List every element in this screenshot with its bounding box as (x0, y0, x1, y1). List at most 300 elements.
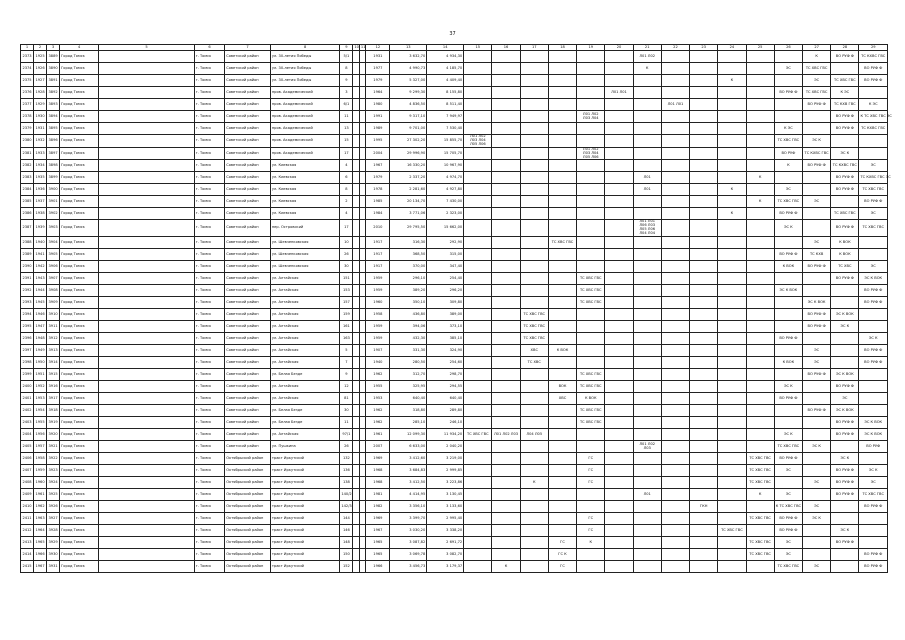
table-cell (548, 63, 576, 75)
table-cell: 1966 (366, 561, 390, 573)
table-cell: ВО РУФ Ф (831, 537, 859, 549)
table-cell: 12 099,30 (390, 429, 427, 441)
table-cell (633, 237, 661, 249)
table-cell: 2407 (21, 465, 34, 477)
table-cell: ТС ХВС ГВС (746, 549, 774, 561)
table-cell: пров. Академический (270, 147, 340, 160)
table-cell: ул. Шевченковская (270, 261, 340, 273)
table-cell: 8 511,40 (427, 99, 464, 111)
table-cell: 3916 (47, 381, 60, 393)
table-cell (99, 501, 195, 513)
table-cell (548, 196, 576, 208)
table-cell: Город Томск (60, 345, 99, 357)
table-cell (99, 345, 195, 357)
table-cell: г. Томск (194, 75, 224, 87)
table-cell: 3892 (47, 87, 60, 99)
table-cell: К ЭС (859, 99, 888, 111)
table-cell (577, 345, 605, 357)
table-cell (99, 208, 195, 220)
table-cell: 8 (340, 63, 353, 75)
table-cell: ВО РУФ (774, 147, 802, 160)
table-cell: 1931 (34, 123, 47, 135)
table-cell (464, 561, 492, 573)
table-cell: 296,10 (390, 273, 427, 285)
table-cell (661, 123, 689, 135)
table-cell (577, 321, 605, 333)
table-cell (661, 381, 689, 393)
table-cell (520, 87, 548, 99)
table-cell: 4 409,40 (427, 75, 464, 87)
table-cell: ТС ХВС ГВС (746, 537, 774, 549)
table-cell: 3918 (47, 405, 60, 417)
table-cell: 385,10 (427, 333, 464, 345)
table-cell: 292,90 (427, 237, 464, 249)
table-cell (492, 513, 520, 525)
table-cell: 1968 (366, 477, 390, 489)
table-cell: 2386 (21, 208, 34, 220)
table-cell (99, 75, 195, 87)
table-cell: Город Томск (60, 321, 99, 333)
table-cell (605, 111, 633, 123)
table-cell: 373,10 (427, 321, 464, 333)
table-cell (746, 63, 774, 75)
table-cell: 2 691,72 (427, 537, 464, 549)
table-cell (520, 405, 548, 417)
table-cell: 2384 (21, 184, 34, 196)
table-cell: 1917 (366, 249, 390, 261)
table-cell: Л04 Л05 (520, 429, 548, 441)
table-cell: 4 185,70 (427, 63, 464, 75)
table-cell: ул. Киевская (270, 184, 340, 196)
table-cell (746, 273, 774, 285)
table-cell (661, 273, 689, 285)
table-cell: 2 323,00 (427, 208, 464, 220)
table-cell: 3911 (47, 321, 60, 333)
page-number: 37 (449, 31, 456, 37)
table-cell: ТС ХВС ГВС (577, 381, 605, 393)
table-row (21, 561, 888, 573)
table-cell (661, 75, 689, 87)
table-cell: 2375 (21, 75, 34, 87)
table-cell (464, 99, 492, 111)
table-row (21, 429, 888, 441)
table-cell (464, 309, 492, 321)
table-cell (803, 393, 831, 405)
table-cell (464, 477, 492, 489)
table-cell: г. Томск (194, 99, 224, 111)
table-cell: 1944 (34, 285, 47, 297)
table-row (21, 501, 888, 513)
table-cell: 2393 (21, 297, 34, 309)
table-cell: К ЭС (774, 123, 802, 135)
table-cell (718, 333, 746, 345)
table-cell: Советский район (225, 297, 271, 309)
table-cell: ЭС К (774, 381, 802, 393)
table-cell (520, 63, 548, 75)
table-cell: ЭС К ВОК (859, 417, 888, 429)
table-cell: Город Томск (60, 135, 99, 148)
table-row (21, 172, 888, 184)
table-cell: ЭС (803, 196, 831, 208)
table-cell (492, 381, 520, 393)
table-cell (99, 147, 195, 160)
table-cell: 2391 (21, 273, 34, 285)
table-cell (690, 549, 718, 561)
table-cell (605, 429, 633, 441)
table-cell: К (718, 208, 746, 220)
table-cell (464, 321, 492, 333)
table-cell: 1977 (366, 63, 390, 75)
table-cell (746, 309, 774, 321)
table-cell: ТС ХВС ГВС (803, 87, 831, 99)
table-cell (803, 123, 831, 135)
table-cell: 2377 (21, 99, 34, 111)
table-cell: 246,10 (427, 417, 464, 429)
table-cell (492, 87, 520, 99)
table-cell: Советский район (225, 345, 271, 357)
table-cell: 296,20 (427, 285, 464, 297)
table-cell: г. Томск (194, 285, 224, 297)
table-cell (99, 160, 195, 172)
table-cell: г. Томск (194, 208, 224, 220)
table-cell: Советский район (225, 51, 271, 63)
table-cell (605, 489, 633, 501)
table-cell (520, 75, 548, 87)
table-cell (690, 87, 718, 99)
table-cell: Город Томск (60, 357, 99, 369)
table-cell (774, 237, 802, 249)
table-cell: 1959 (366, 321, 390, 333)
table-cell (548, 123, 576, 135)
table-cell: ТС ХВС ГВС (774, 561, 802, 573)
table-cell (746, 417, 774, 429)
table-cell (661, 309, 689, 321)
table-cell (99, 513, 195, 525)
table-cell (803, 111, 831, 123)
table-cell: 318,80 (390, 405, 427, 417)
table-cell: г. Томск (194, 261, 224, 273)
table-cell (464, 357, 492, 369)
table-cell (718, 111, 746, 123)
table-cell (661, 184, 689, 196)
table-cell (520, 417, 548, 429)
table-cell (520, 135, 548, 148)
table-cell: ВО РУФ Ф (831, 381, 859, 393)
table-cell (605, 417, 633, 429)
table-cell (464, 160, 492, 172)
header-col-number: 27 (803, 45, 831, 51)
table-cell: 144 (340, 513, 353, 525)
table-cell: ул. Алтайская (270, 273, 340, 285)
header-col-number: 7 (225, 45, 271, 51)
table-cell (99, 249, 195, 261)
table-cell (803, 184, 831, 196)
table-cell (577, 220, 605, 237)
table-cell: ЭС (803, 501, 831, 513)
table-cell (774, 297, 802, 309)
table-cell: ВО РУФ Ф (859, 196, 888, 208)
table-cell: 3894 (47, 111, 60, 123)
table-cell (746, 441, 774, 453)
table-cell (690, 537, 718, 549)
table-cell (99, 309, 195, 321)
table-row (21, 537, 888, 549)
table-cell (803, 453, 831, 465)
table-cell: Л01 Л01 (605, 87, 633, 99)
table-cell: 3 356,10 (390, 501, 427, 513)
table-cell: ЭС К (774, 220, 802, 237)
table-cell: 2 995,40 (427, 513, 464, 525)
table-cell (774, 111, 802, 123)
table-cell: Л01 Л01 (661, 99, 689, 111)
table-cell (718, 87, 746, 99)
table-cell (99, 453, 195, 465)
table-cell (718, 99, 746, 111)
table-cell: 1948 (34, 333, 47, 345)
table-cell (633, 196, 661, 208)
table-cell (633, 537, 661, 549)
table-cell: 312,70 (390, 369, 427, 381)
table-cell: Город Томск (60, 172, 99, 184)
table-cell: 29 795,50 (390, 220, 427, 237)
table-cell (718, 220, 746, 237)
table-cell: 1930 (34, 111, 47, 123)
table-cell: 315,00 (427, 249, 464, 261)
table-cell (746, 261, 774, 273)
table-cell: ЭС К (831, 147, 859, 160)
table-cell (661, 285, 689, 297)
table-cell: 2381 (21, 147, 34, 160)
table-cell: г. Томск (194, 561, 224, 573)
table-cell (859, 405, 888, 417)
table-cell: ЭС (774, 63, 802, 75)
table-cell (492, 261, 520, 273)
table-cell: ул. 30-летия Победы (270, 51, 340, 63)
table-cell (548, 99, 576, 111)
table-cell: 3913 (47, 345, 60, 357)
table-cell: Город Томск (60, 208, 99, 220)
table-cell (633, 208, 661, 220)
table-cell: К ВОК (831, 237, 859, 249)
table-cell: 3927 (47, 513, 60, 525)
table-cell: ЭС К (774, 429, 802, 441)
table-cell: Город Томск (60, 147, 99, 160)
table-cell: 3930 (47, 549, 60, 561)
table-cell: 3899 (47, 172, 60, 184)
table-cell: ТС ХВС ГВС (831, 208, 859, 220)
table-cell (633, 285, 661, 297)
table-cell: 2397 (21, 345, 34, 357)
header-col-number: 22 (661, 45, 689, 51)
table-cell: 13 (340, 123, 353, 135)
table-cell (633, 345, 661, 357)
table-cell: 17 (340, 147, 353, 160)
table-cell (548, 111, 576, 123)
table-cell: 10 (340, 237, 353, 249)
table-cell: 1953 (366, 393, 390, 405)
table-cell: ул. Алтайская (270, 393, 340, 405)
table-cell: ВО РУФ Ф (774, 87, 802, 99)
table-cell (99, 381, 195, 393)
table-cell: ЭС (859, 160, 888, 172)
table-cell (548, 135, 576, 148)
table-cell (746, 160, 774, 172)
table-cell (661, 172, 689, 184)
table-cell (464, 87, 492, 99)
table-cell (464, 441, 492, 453)
table-cell: Город Томск (60, 393, 99, 405)
table-cell: 3 223,86 (427, 477, 464, 489)
table-cell: 6/1 (340, 99, 353, 111)
table-cell: ТС ХВС ГВС (520, 321, 548, 333)
table-cell: пров. Академический (270, 99, 340, 111)
table-cell (548, 369, 576, 381)
table-cell (548, 501, 576, 513)
table-cell (492, 172, 520, 184)
table-cell: 5 (340, 345, 353, 357)
table-cell: 15 705,70 (427, 147, 464, 160)
table-cell: Советский район (225, 321, 271, 333)
table-cell (520, 537, 548, 549)
table-cell (577, 208, 605, 220)
table-cell (99, 465, 195, 477)
table-cell: Советский район (225, 135, 271, 148)
table-cell (548, 333, 576, 345)
table-row (21, 381, 888, 393)
table-cell (718, 381, 746, 393)
table-cell: ВО РУФ Ф (859, 297, 888, 309)
table-cell (464, 220, 492, 237)
table-cell (718, 393, 746, 405)
table-cell: 2395 (21, 321, 34, 333)
table-cell: 2 040,20 (427, 441, 464, 453)
table-cell: 1961 (34, 489, 47, 501)
table-cell: ЭС К ВОК (831, 369, 859, 381)
table-cell: 1956 (34, 429, 47, 441)
table-cell (99, 525, 195, 537)
table-cell (492, 345, 520, 357)
table-cell (577, 63, 605, 75)
table-cell: 325,95 (390, 381, 427, 393)
table-cell: Советский район (225, 237, 271, 249)
table-cell: ЭС (859, 261, 888, 273)
table-cell (633, 465, 661, 477)
table-cell: 161 (340, 321, 353, 333)
table-cell (690, 51, 718, 63)
table-cell: 3 179,37 (427, 561, 464, 573)
table-cell (492, 417, 520, 429)
table-cell: ВО РУФ Ф (774, 453, 802, 465)
table-cell: ЭС (803, 357, 831, 369)
table-cell: 3904 (47, 237, 60, 249)
table-cell (661, 537, 689, 549)
table-cell: ул. Алтайская (270, 333, 340, 345)
table-cell: Октябрьский район (225, 501, 271, 513)
table-cell: г. Томск (194, 345, 224, 357)
table-cell: 3917 (47, 393, 60, 405)
table-cell: 1946 (34, 309, 47, 321)
table-cell: 3923 (47, 465, 60, 477)
table-cell: 1967 (34, 561, 47, 573)
table-cell: 1943 (34, 273, 47, 285)
table-cell (464, 405, 492, 417)
table-cell: г. Томск (194, 273, 224, 285)
table-cell (464, 261, 492, 273)
table-cell (746, 429, 774, 441)
table-cell (774, 477, 802, 489)
table-cell (661, 87, 689, 99)
table-cell: 5/1 (340, 51, 353, 63)
table-cell (718, 297, 746, 309)
table-cell: ВО РУФ Ф (803, 160, 831, 172)
table-cell: 1969 (366, 513, 390, 525)
table-row (21, 196, 888, 208)
table-cell: Октябрьский район (225, 489, 271, 501)
table-cell (774, 309, 802, 321)
table-cell (577, 75, 605, 87)
table-cell: ВО РУФ Ф (774, 333, 802, 345)
table-cell (99, 172, 195, 184)
table-cell (661, 297, 689, 309)
table-cell: Советский район (225, 123, 271, 135)
table-cell: 148 (340, 537, 353, 549)
table-row (21, 208, 888, 220)
table-cell (99, 196, 195, 208)
table-cell: ТС ХВС ГВС (577, 417, 605, 429)
table-cell (548, 489, 576, 501)
table-cell (633, 160, 661, 172)
table-cell (661, 135, 689, 148)
table-cell: 153 (340, 285, 353, 297)
table-cell (690, 135, 718, 148)
table-cell (464, 184, 492, 196)
table-cell (99, 417, 195, 429)
table-cell (718, 63, 746, 75)
table-cell: 2389 (21, 249, 34, 261)
table-cell (464, 75, 492, 87)
table-cell: 15 662,00 (427, 220, 464, 237)
table-cell: г. Томск (194, 441, 224, 453)
table-cell (464, 345, 492, 357)
table-cell: 1955 (34, 417, 47, 429)
table-cell (718, 147, 746, 160)
table-cell: К (746, 172, 774, 184)
table-row (21, 111, 888, 123)
table-cell: ВО РУФ Ф (831, 123, 859, 135)
table-cell (661, 111, 689, 123)
table-cell (577, 51, 605, 63)
table-cell (99, 297, 195, 309)
table-cell (859, 135, 888, 148)
table-cell (99, 561, 195, 573)
table-cell (520, 51, 548, 63)
table-cell (99, 285, 195, 297)
table-cell: 1957 (34, 441, 47, 453)
table-cell (99, 393, 195, 405)
table-cell (605, 309, 633, 321)
table-cell (464, 285, 492, 297)
table-cell: ВОК (548, 381, 576, 393)
table-cell: Советский район (225, 357, 271, 369)
table-cell (99, 273, 195, 285)
table-cell (774, 345, 802, 357)
table-cell: пров. Академический (270, 123, 340, 135)
table-cell: ВО РУФ Ф (774, 525, 802, 537)
table-cell: 2385 (21, 196, 34, 208)
table-cell: 3 412,50 (390, 477, 427, 489)
table-cell (718, 441, 746, 453)
table-cell: 1933 (34, 147, 47, 160)
